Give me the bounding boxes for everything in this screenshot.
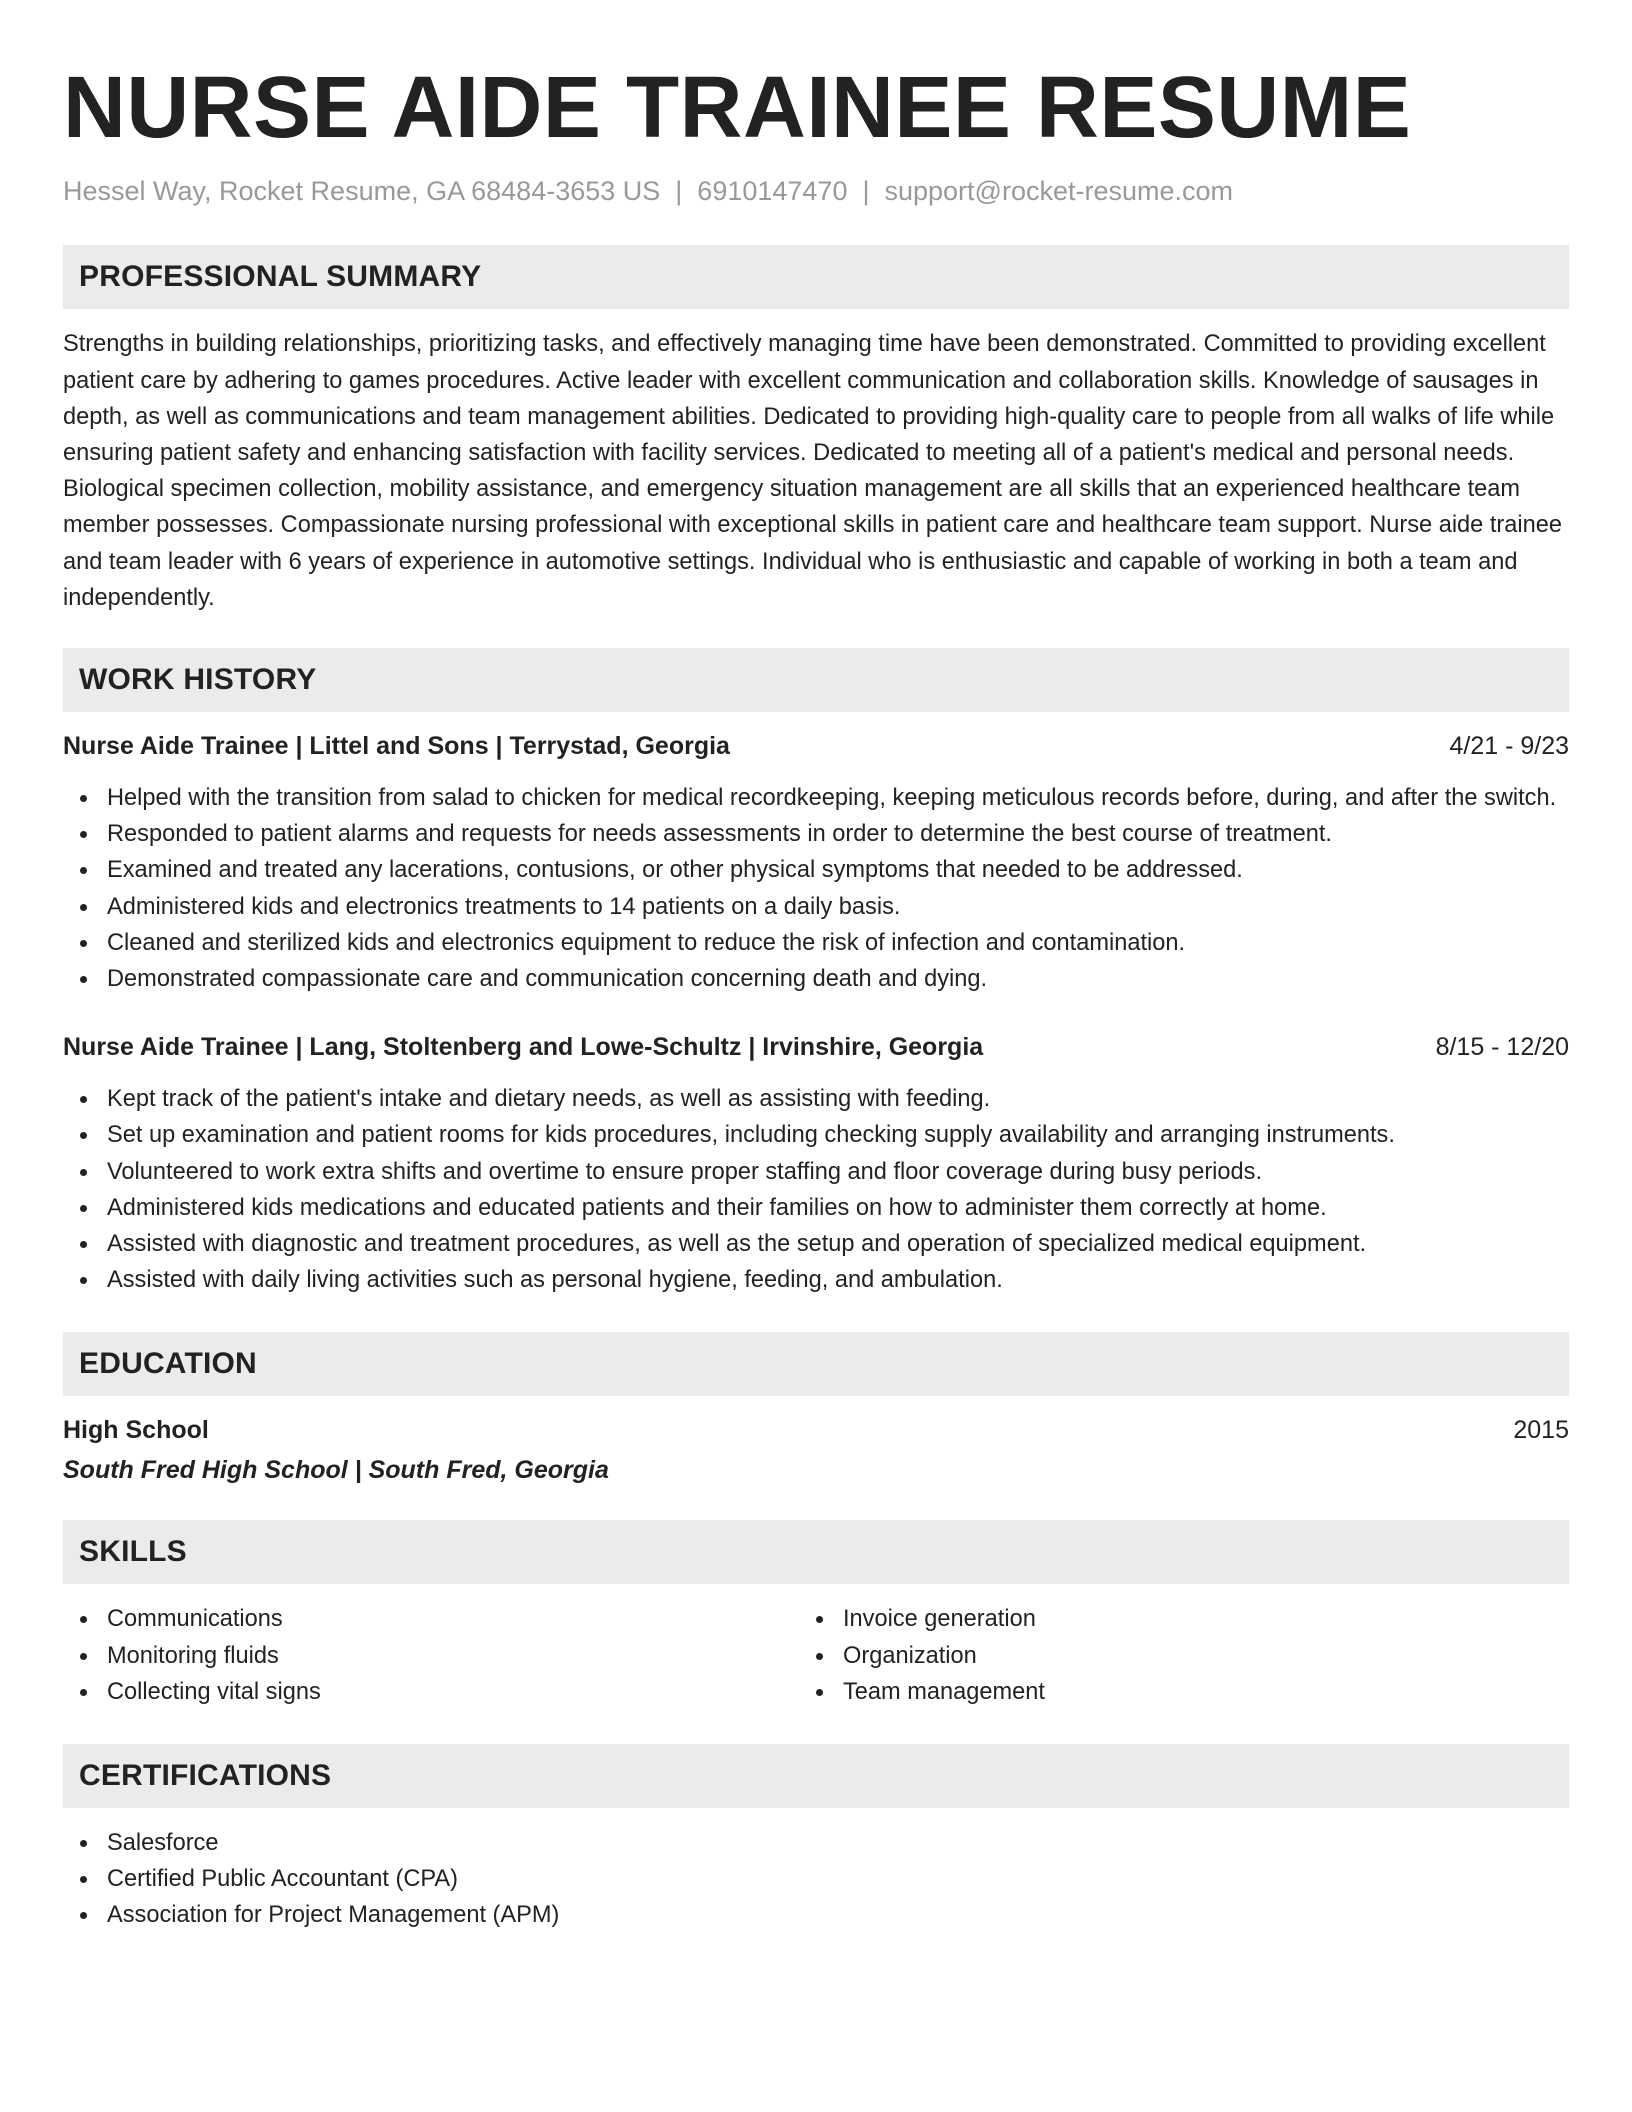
job-dates: 4/21 - 9/23 bbox=[1449, 732, 1569, 761]
contact-email: support@rocket-resume.com bbox=[884, 176, 1234, 206]
job-bullet: Set up examination and patient rooms for kids procedures, including checking supply availability and arranging instruments. bbox=[63, 1117, 1569, 1153]
contact-separator: | bbox=[862, 176, 870, 206]
job-header bbox=[63, 730, 1569, 762]
education-heading: EDUCATION bbox=[79, 1347, 257, 1381]
certifications-section-header bbox=[63, 1744, 1569, 1808]
certifications-bullets bbox=[63, 1825, 1569, 1934]
job-bullet: Demonstrated compassionate care and communication concerning death and dying. bbox=[63, 961, 1569, 997]
job-title: Nurse Aide Trainee | Littel and Sons | Terrystad, Georgia bbox=[63, 732, 730, 761]
education-header bbox=[63, 1414, 1569, 1446]
skill-item: Monitoring fluids bbox=[63, 1638, 799, 1674]
skills-column-right bbox=[799, 1601, 1552, 1710]
certification-item: Association for Project Management (APM) bbox=[63, 1897, 1569, 1933]
summary-section-header bbox=[63, 245, 1569, 309]
job-dates: 8/15 - 12/20 bbox=[1435, 1033, 1569, 1062]
job-bullet: Examined and treated any lacerations, contusions, or other physical symptoms that needed to be addressed. bbox=[63, 852, 1569, 888]
contact-line bbox=[63, 175, 1569, 207]
job-bullet: Responded to patient alarms and requests for needs assessments in order to determine the best course of treatment. bbox=[63, 816, 1569, 852]
job-bullet: Volunteered to work extra shifts and overtime to ensure proper staffing and floor coverage during busy periods. bbox=[63, 1154, 1569, 1190]
work-section-header bbox=[63, 648, 1569, 712]
skill-item: Collecting vital signs bbox=[63, 1674, 799, 1710]
job-bullet: Assisted with diagnostic and treatment procedures, as well as the setup and operation of specialized medical equipment. bbox=[63, 1226, 1569, 1262]
summary-heading: PROFESSIONAL SUMMARY bbox=[79, 260, 482, 294]
education-section-header bbox=[63, 1332, 1569, 1396]
education-degree: High School bbox=[63, 1416, 209, 1445]
certification-item: Salesforce bbox=[63, 1825, 1569, 1861]
job-bullets bbox=[63, 1081, 1569, 1298]
contact-separator: | bbox=[675, 176, 683, 206]
job-bullet: Assisted with daily living activities such as personal hygiene, feeding, and ambulation. bbox=[63, 1262, 1569, 1298]
job-entry bbox=[63, 730, 1569, 997]
resume-title: NURSE AIDE TRAINEE RESUME bbox=[63, 59, 1412, 156]
skill-item: Team management bbox=[799, 1674, 1552, 1710]
certification-item: Certified Public Accountant (CPA) bbox=[63, 1861, 1569, 1897]
certifications-heading: CERTIFICATIONS bbox=[79, 1759, 332, 1793]
job-entry bbox=[63, 1031, 1569, 1298]
skills-list bbox=[63, 1601, 1569, 1710]
contact-address: Hessel Way, Rocket Resume, GA 68484-3653 US bbox=[63, 176, 661, 206]
job-bullet: Helped with the transition from salad to chicken for medical recordkeeping, keeping meticulous records before, during, and after the switch. bbox=[63, 780, 1569, 816]
job-bullet: Kept track of the patient's intake and dietary needs, as well as assisting with feeding. bbox=[63, 1081, 1569, 1117]
skill-item: Invoice generation bbox=[799, 1601, 1552, 1637]
education-entry bbox=[63, 1414, 1569, 1486]
skill-item: Communications bbox=[63, 1601, 799, 1637]
summary-text: Strengths in building relationships, prioritizing tasks, and effectively managing time have been demonstrated. Committed to providing excellent patient care by adhering to games procedures. Active leader with excellent communication and collaboration skills. Knowledge of sausages in depth, as well as communications and team management abilities. Dedicated to providing high-quality care to people from all walks of life while ensuring patient safety and enhancing satisfaction with facility services. Dedicated to meeting all of a patient's medical and personal needs. Biological specimen collection, mobility assistance, and emergency situation management are all skills that an experienced healthcare team member possesses. Compassionate nursing professional with exceptional skills in patient care and healthcare team support. Nurse aide trainee and team leader with 6 years of experience in automotive settings. Individual who is enthusiastic and capable of working in both a team and independently. bbox=[63, 331, 1562, 611]
job-bullets bbox=[63, 780, 1569, 997]
work-heading: WORK HISTORY bbox=[79, 663, 317, 697]
certifications-list bbox=[63, 1825, 1569, 1934]
skills-section-header bbox=[63, 1520, 1569, 1584]
education-school: South Fred High School | South Fred, Georgia bbox=[63, 1456, 609, 1485]
skills-heading: SKILLS bbox=[79, 1535, 187, 1569]
job-bullet: Administered kids and electronics treatments to 14 patients on a daily basis. bbox=[63, 889, 1569, 925]
job-title: Nurse Aide Trainee | Lang, Stoltenberg and Lowe-Schultz | Irvinshire, Georgia bbox=[63, 1033, 984, 1062]
job-bullet: Cleaned and sterilized kids and electronics equipment to reduce the risk of infection and contamination. bbox=[63, 925, 1569, 961]
job-bullet: Administered kids medications and educated patients and their families on how to administer them correctly at home. bbox=[63, 1190, 1569, 1226]
skill-item: Organization bbox=[799, 1638, 1552, 1674]
contact-phone: 6910147470 bbox=[697, 176, 848, 206]
job-header bbox=[63, 1031, 1569, 1063]
education-year: 2015 bbox=[1513, 1416, 1569, 1445]
skills-column-left bbox=[63, 1601, 799, 1710]
